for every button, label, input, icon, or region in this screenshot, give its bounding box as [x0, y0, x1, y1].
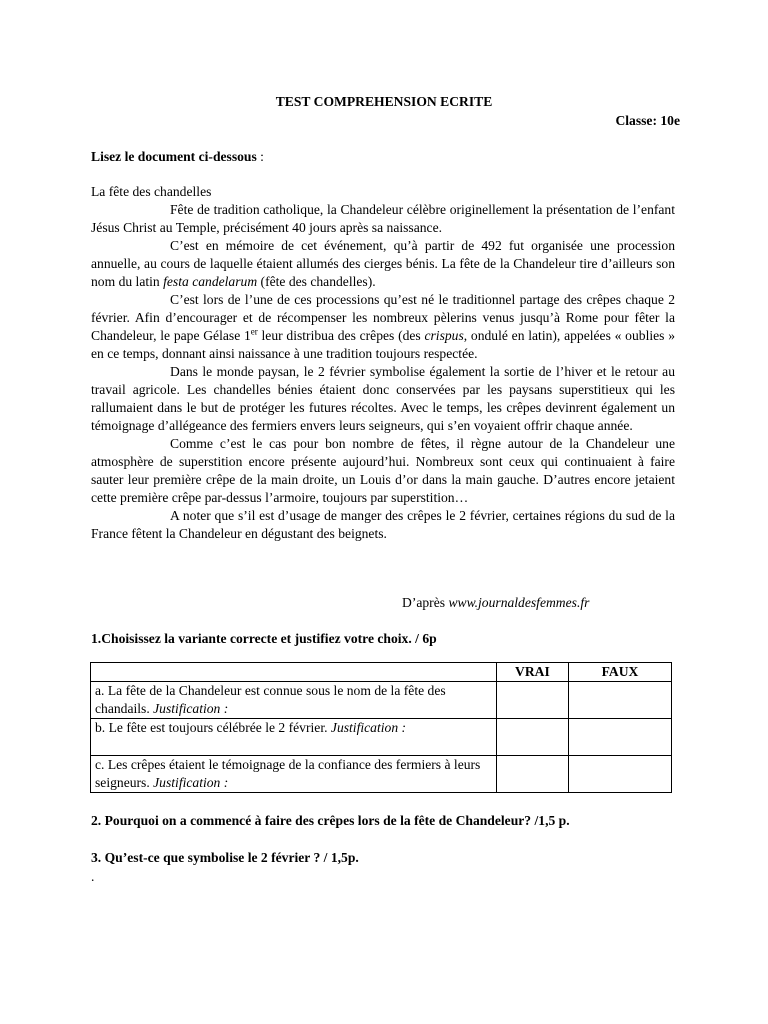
header-faux: FAUX [568, 663, 671, 682]
statement-b: b. Le fête est toujours célébrée le 2 février. Justification : [91, 719, 497, 756]
question-2: 2. Pourquoi on a commencé à faire des crêpes lors de la fête de Chandeleur? /1,5 p. [91, 813, 570, 828]
instruction-suffix: : [256, 149, 264, 164]
paragraph-3: C’est lors de l’une de ces processions qu’est né le traditionnel partage des crêpes chaque 2 février. Afin d’encourager et de récompenser les nombreux pèlerins venus jusqu’à Rome pour fêter la Chandeleur, le pape Gélase 1er leur distribua des crêpes (des crispus, ondulé en latin), appelées « oublies » en ce temps, donnant ainsi naissance à une tradition toujours respectée. [91, 292, 675, 361]
instruction [91, 148, 264, 166]
table-row [91, 682, 672, 719]
statement-a: a. La fête de la Chandeleur est connue sous le nom de la fête des chandails. Justification : [91, 682, 497, 719]
answer-vrai-b[interactable] [496, 719, 568, 756]
paragraph-6: A noter que s’il est d’usage de manger des crêpes le 2 février, certaines régions du sud de la France fêtent la Chandeleur en dégustant des beignets. [91, 508, 675, 541]
table-row [91, 756, 672, 793]
instruction-bold: Lisez le document ci-dessous [91, 149, 257, 164]
document-title: La fête des chandelles [91, 184, 212, 199]
statement-c: c. Les crêpes étaient le témoignage de la confiance des fermiers à leurs seigneurs. Justification : [91, 756, 497, 793]
table-header-row [91, 663, 672, 682]
answer-vrai-c[interactable] [496, 756, 568, 793]
paragraph-4: Dans le monde paysan, le 2 février symbolise également la sortie de l’hiver et le retour au travail agricole. Les chandelles bénies étaient donc conservées par les paysans superstitieux qui les rallumaient dans le but de protéger les futures récoltes. Avec le temps, les crêpes devinrent également un témoignage d’allégeance des fermiers envers leurs seigneurs, qui s’en voyaient offrir chaque année. [91, 364, 675, 433]
answer-faux-c[interactable] [568, 756, 671, 793]
table-row [91, 719, 672, 756]
paragraph-1: Fête de tradition catholique, la Chandeleur célèbre originellement la présentation de l’enfant Jésus Christ au Temple, précisément 40 jours après sa naissance. [91, 202, 675, 235]
document-body [91, 201, 675, 543]
page-title: TEST COMPREHENSION ECRITE [275, 94, 493, 109]
paragraph-2: C’est en mémoire de cet événement, qu’à partir de 492 fut organisée une procession annuelle, au cours de laquelle étaient allumés des cierges bénis. La fête de la Chandeleur tire d’ailleurs son nom du latin festa candelarum (fête des chandelles). [91, 238, 675, 289]
trailing-dot: . [91, 869, 95, 884]
header-statement [91, 663, 497, 682]
answer-faux-b[interactable] [568, 719, 671, 756]
question-3: 3. Qu’est-ce que symbolise le 2 février ? / 1,5p. [91, 850, 359, 865]
source-url: www.journaldesfemmes.fr [448, 595, 590, 610]
source-citation: D’après www.journaldesfemmes.fr [402, 595, 590, 610]
paragraph-5: Comme c’est le cas pour bon nombre de fêtes, il règne autour de la Chandeleur une atmosphère de superstition encore présente aujourd’hui. Nombreux sont ceux qui continuaient à faire sauter leur première crêpe de la main droite, un Louis d’or dans la main gauche. D’autres encore jetaient cette première crêpe par-dessus l’armoire, toujours par superstition… [91, 436, 675, 505]
answer-vrai-a[interactable] [496, 682, 568, 719]
answer-faux-a[interactable] [568, 682, 671, 719]
question-1: 1.Choisissez la variante correcte et justifiez votre choix. / 6p [91, 631, 437, 646]
header-vrai: VRAI [496, 663, 568, 682]
class-label: Classe: 10e [615, 113, 680, 128]
true-false-table [90, 662, 672, 793]
